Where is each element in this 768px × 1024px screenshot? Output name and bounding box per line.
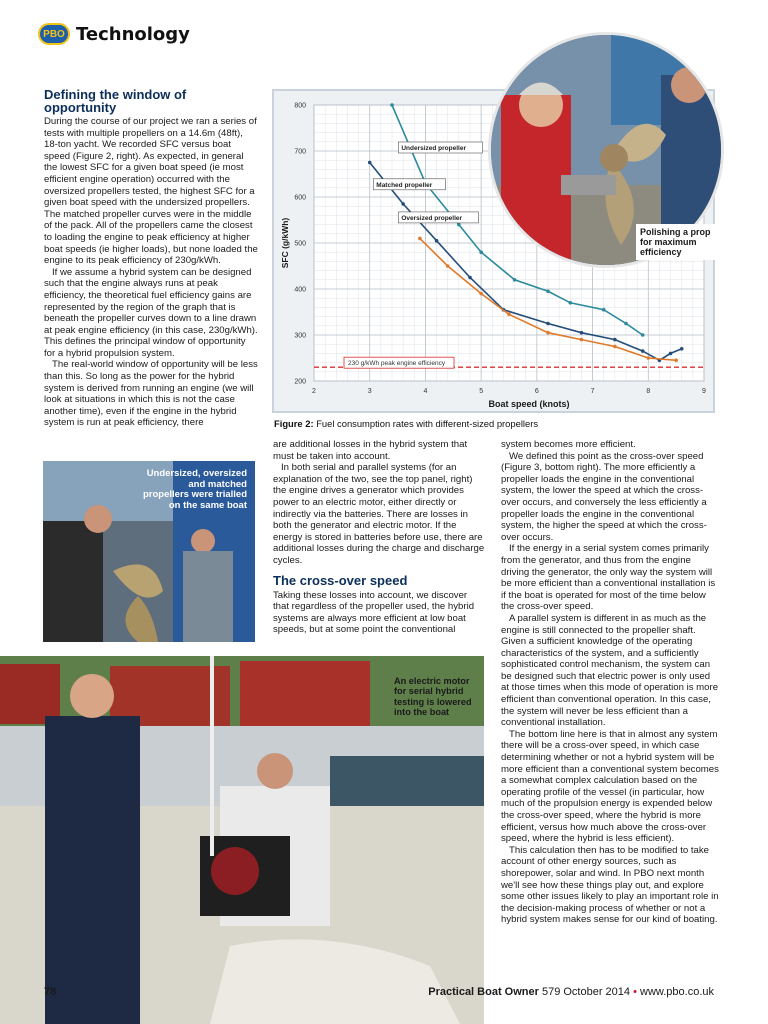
data-point bbox=[680, 347, 684, 351]
section-title: Technology bbox=[76, 23, 190, 45]
magazine-name: Practical Boat Owner bbox=[428, 986, 539, 998]
paragraph: Taking these losses into account, we discover that regardless of the propeller used, the hybrid systems are always more efficient at low boat speeds, but at some point the conventional bbox=[273, 589, 475, 636]
paragraph: are additional losses in the hybrid system that must be taken into account. bbox=[273, 439, 468, 462]
data-point bbox=[435, 239, 439, 243]
paragraph: During the course of our project we ran a series of tests with multiple propellers on a 14.6m (48ft), 18-ton yacht. We recorded SFC versus boat speed (Figure 2, right). As expected, in general the lowest SFC for a given boat speed (ie most efficient engine operation) occurred with the oversized propellers tested, the highest SFC for a given boat speed with the undersized propellers. The matched propeller curves were in the middle of the pack. All of the propellers came the closest to loading the engine to peak efficiency at higher boat speeds (ie higher loads), but none loaded the engine to its peak efficiency of 230g/kWh. bbox=[44, 116, 258, 267]
separator-dot: • bbox=[633, 986, 637, 998]
x-tick-label: 7 bbox=[590, 388, 595, 395]
data-point bbox=[613, 338, 617, 342]
y-tick-label: 200 bbox=[294, 378, 306, 386]
data-point bbox=[641, 349, 645, 353]
x-tick-label: 6 bbox=[534, 388, 539, 395]
paragraph: In both serial and parallel systems (for an explanation of the two, see the top panel, right) the engine drives a generator which provides power to an electric motor, either directly or indirectly via the batteries. There are losses in both the generator and electric motor. If the energy is stored in batteries before use, there are additional losses during the charge and discharge cycles. bbox=[273, 462, 485, 566]
series-label: Oversized propeller bbox=[401, 214, 463, 222]
article-column-3 bbox=[501, 439, 719, 926]
data-point bbox=[446, 264, 450, 268]
paragraph: If we assume a hybrid system can be designed such that the engine always runs at peak efficiency, the theoretical fuel efficiency gains are represented by the region of the graph that is beneath the propeller curves down to a line drawn at peak engine efficiency (in this case, 230g/kWh). This defines the principal window of opportunity for a hybrid propulsion system. bbox=[44, 266, 258, 359]
series-label: Matched propeller bbox=[376, 181, 433, 189]
x-tick-label: 4 bbox=[423, 388, 428, 395]
section-header bbox=[38, 22, 190, 46]
data-point bbox=[580, 331, 584, 335]
page-number: 78 bbox=[44, 986, 57, 998]
data-point bbox=[401, 202, 405, 206]
figure-2-caption bbox=[274, 418, 538, 429]
data-point bbox=[624, 322, 628, 326]
paragraph: We defined this point as the cross-over speed (Figure 3, bottom right). The more efficiently a propeller loads the engine in the conventional system, the lower the speed at which the cross-over occurs, and conversely the less efficiently a propeller loads the engine in the conventional system, the higher the speed at which the cross-over occurs. bbox=[501, 450, 707, 543]
paragraph: The real-world window of opportunity will be less than this. So long as the power for the hybrid system is derived from running an engine (we will look at situations in which this is not the case another time), even if the engine in the hybrid system is run at peak efficiency, there bbox=[44, 359, 258, 429]
data-point bbox=[546, 322, 550, 326]
caption-label: Figure 2: bbox=[274, 418, 314, 429]
x-tick-label: 9 bbox=[702, 388, 706, 395]
y-axis-label: SFC (g/kWh) bbox=[280, 217, 290, 269]
heading-cross-over-speed: The cross-over speed bbox=[273, 572, 408, 588]
x-tick-label: 3 bbox=[367, 388, 372, 395]
propellers-trial-photo bbox=[43, 461, 255, 642]
y-tick-label: 300 bbox=[294, 332, 306, 340]
x-tick-label: 2 bbox=[312, 388, 316, 395]
data-point bbox=[479, 292, 483, 296]
data-point bbox=[641, 333, 645, 337]
data-point bbox=[513, 278, 517, 282]
data-point bbox=[669, 352, 673, 356]
y-tick-label: 500 bbox=[294, 240, 306, 248]
data-point bbox=[546, 331, 550, 335]
website-url: www.pbo.co.uk bbox=[636, 986, 714, 998]
data-point bbox=[479, 250, 483, 254]
footer-publication bbox=[428, 986, 714, 998]
data-point bbox=[368, 161, 372, 165]
circle-photo-caption: Polishing a prop for maximum efficiency bbox=[636, 224, 716, 260]
data-point bbox=[468, 276, 472, 280]
data-point bbox=[507, 313, 511, 317]
paragraph: A parallel system is different in as much as the engine is still connected to the propeller shaft. Given a sufficient knowledge of the operating characteristics of the system, and a sufficiently sophisticated control mechanism, the system can be designed such that electric power is only used at those times when this mode of operation is more efficient than conventional operation. In this case, the system will never be less efficient than a conventional installation. bbox=[501, 612, 719, 729]
issue-info: 579 October 2014 bbox=[538, 986, 634, 998]
data-point bbox=[457, 223, 461, 227]
heading-window-of-opportunity: Defining the window of opportunity bbox=[44, 87, 187, 115]
photo2-caption: Undersized, oversized and matched propellers were trialled on the same boat bbox=[143, 468, 248, 511]
y-tick-label: 800 bbox=[294, 102, 306, 110]
data-point bbox=[580, 338, 584, 342]
data-point bbox=[390, 103, 394, 107]
paragraph: This calculation then has to be modified to take account of other energy sources, such as shorepower, solar and wind. In PBO next month we'll see how these things play out, and explore some other issues likely to play an important role in the decision-making process of whether or not a hybrid system makes sense for our kind of boating. bbox=[501, 844, 719, 926]
y-tick-label: 600 bbox=[294, 194, 306, 202]
photo3-caption: An electric motor for serial hybrid testing is lowered into the boat bbox=[394, 676, 472, 718]
y-tick-label: 700 bbox=[294, 148, 306, 156]
data-point bbox=[546, 290, 550, 294]
y-tick-label: 400 bbox=[294, 286, 306, 294]
pbo-logo: PBO bbox=[38, 23, 70, 45]
peak-efficiency-label: 230 g/kWh peak engine efficiency bbox=[348, 360, 446, 368]
paragraph: system becomes more efficient. bbox=[501, 439, 636, 450]
x-tick-label: 8 bbox=[646, 388, 651, 395]
paragraph: If the energy in a serial system comes primarily from the generator, and thus from the engine driving the generator, the only way the system will be more efficient than a conventional installation is if the boat is operated for most of the time below the cross-over speed. bbox=[501, 543, 716, 613]
series-label: Undersized propeller bbox=[401, 145, 467, 152]
data-point bbox=[568, 301, 572, 305]
article-column-2 bbox=[273, 439, 485, 636]
data-point bbox=[602, 308, 606, 312]
data-point bbox=[418, 237, 422, 241]
x-axis-label: Boat speed (knots) bbox=[488, 399, 570, 409]
paragraph: The bottom line here is that in almost any system there will be a cross-over speed, in which case determining whether or not a hybrid system will be more efficient than a conventional system becomes a somewhat complex calculation based on the operating profile of the vessel (in particular, how much of the propulsion energy is expended below the cross-over speed, where the hybrid is more efficient, versus how much above the cross-over speed, where the hybrid is less efficient). bbox=[501, 728, 719, 845]
x-tick-label: 5 bbox=[479, 388, 484, 395]
data-point bbox=[674, 359, 678, 363]
article-column-1 bbox=[44, 88, 258, 429]
caption-text: Fuel consumption rates with different-sized propellers bbox=[313, 418, 539, 429]
data-point bbox=[613, 345, 617, 349]
data-point bbox=[646, 356, 650, 360]
